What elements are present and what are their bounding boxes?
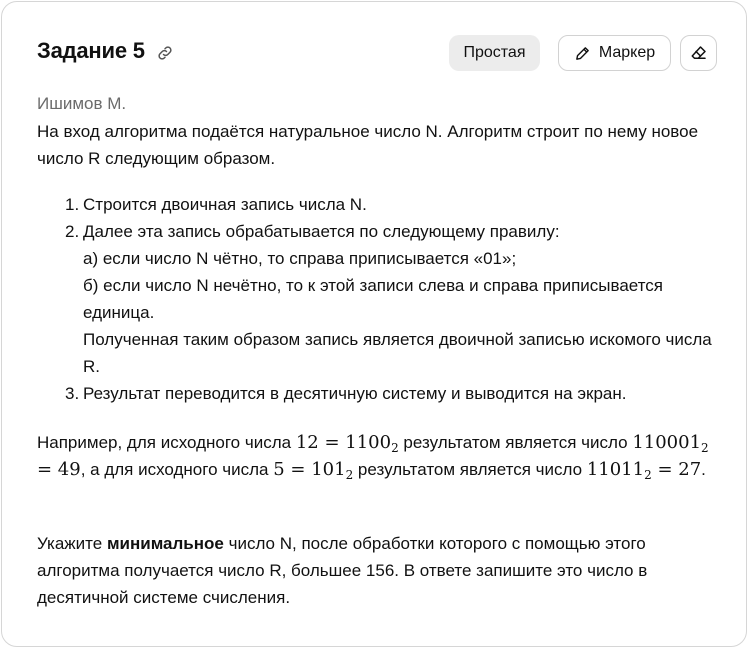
example-paragraph — [37, 429, 727, 483]
example-text: . — [701, 460, 706, 479]
substep-b: б) если число N нечётно, то к этой записи слева и справа приписывается единица. — [83, 276, 664, 322]
list-item — [37, 191, 727, 218]
eraser-button[interactable] — [680, 35, 717, 71]
question-emphasis: минимальное — [106, 534, 224, 553]
example-text: , а для исходного числа — [80, 460, 274, 479]
example-text: результатом является число — [353, 460, 587, 479]
example-text: результатом является число — [398, 433, 633, 452]
math-expr: $11011_2 = 27$ — [586, 459, 702, 482]
pencil-icon — [574, 45, 591, 62]
steps-list — [37, 191, 727, 407]
difficulty-label: Простая — [463, 44, 526, 61]
step-number: 1. — [65, 195, 80, 214]
task-card — [1, 1, 747, 647]
math-expr: $5 = 101_2$ — [273, 459, 354, 482]
substep-note: Полученная таким образом запись является двоичной записью искомого числа R. — [83, 330, 712, 376]
math-expr: $12 = 1100_2$ — [295, 432, 399, 455]
example-text: Например, для исходного числа — [37, 433, 296, 452]
substep-a: а) если число N чётно, то справа приписывается «01»; — [83, 249, 517, 268]
math-expr: $110001_2 = 49$ — [37, 432, 709, 480]
eraser-icon — [690, 44, 708, 62]
step-text: Далее эта запись обрабатывается по следующему правилу: — [83, 222, 560, 241]
step-text: Результат переводится в десятичную систему и выводится на экран. — [83, 384, 627, 403]
task-author: Ишимов М. — [37, 94, 127, 113]
list-item — [37, 380, 727, 407]
step-number: 2. — [65, 222, 80, 241]
list-item — [37, 218, 727, 245]
question-paragraph: Укажите минимальное число N, после обработки которого с помощью этого алгоритма получается число R, большее 156. В ответе запишите это число в десятичной системе счисления. — [37, 534, 648, 607]
step-number: 3. — [65, 384, 80, 403]
step-text: Строится двоичная запись числа N. — [83, 195, 367, 214]
difficulty-badge — [449, 35, 540, 71]
task-intro: На вход алгоритма подаётся натуральное число N. Алгоритм строит по нему новое число R следующим образом. — [37, 122, 699, 168]
marker-button[interactable] — [558, 35, 671, 71]
marker-label: Маркер — [598, 44, 656, 61]
link-icon[interactable] — [156, 44, 174, 62]
task-title: Задание 5 — [37, 38, 145, 63]
